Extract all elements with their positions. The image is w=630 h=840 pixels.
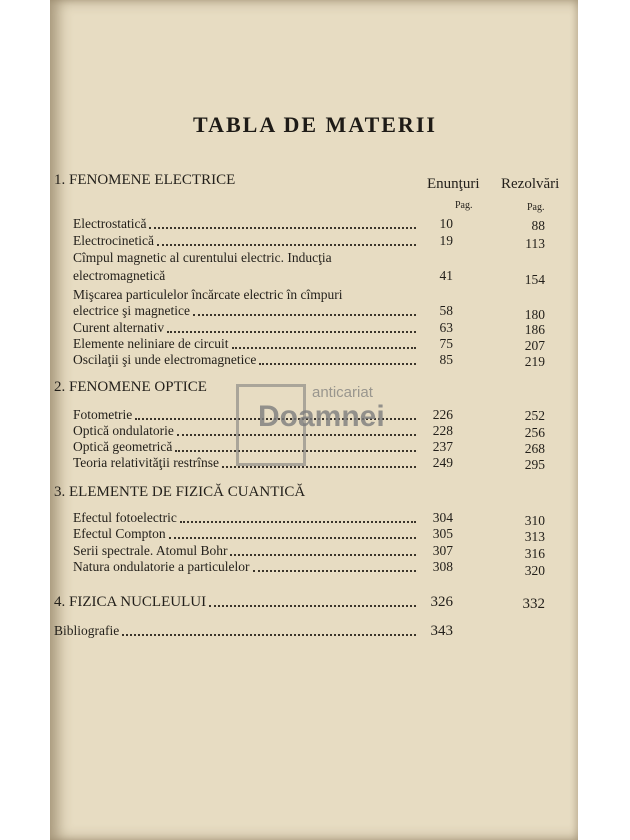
dot-leader (167, 331, 416, 333)
dot-leader (122, 634, 416, 636)
toc-entry-bibliografie (54, 623, 453, 639)
toc-entry (73, 352, 453, 368)
entry-label: Elemente neliniare de circuit (73, 336, 229, 351)
dot-leader (149, 227, 416, 229)
entry-enunturi-page: 63 (439, 320, 453, 335)
entry-enunturi-page: 304 (432, 510, 453, 525)
page-title: TABLA DE MATERII (193, 112, 437, 137)
section-title: 2. FENOMENE OPTICE (54, 379, 207, 395)
entry-enunturi-page: 228 (432, 423, 453, 438)
entry-rezolvari-page: 320 (524, 563, 545, 578)
toc-entry (73, 233, 453, 249)
entry-rezolvari-page: 207 (524, 338, 545, 353)
entry-label: Teoria relativităţii restrînse (73, 455, 219, 470)
entry-rezolvari-page: 313 (524, 529, 545, 544)
dot-leader (259, 363, 416, 365)
entry-label: Oscilaţii şi unde electromagnetice (73, 352, 257, 367)
entry-label: Optică geometrică (73, 439, 173, 454)
dot-leader (180, 521, 416, 523)
dot-leader (222, 466, 416, 468)
pag-label-enunturi: Pag. (455, 200, 473, 211)
toc-entry (73, 510, 453, 526)
column-header-enunturi: Enunţuri (427, 176, 480, 192)
toc-entry (73, 320, 453, 336)
section-title: 4. FIZICA NUCLEULUI (54, 594, 207, 610)
watermark-subtitle: anticariat (312, 384, 373, 401)
toc-entry (73, 216, 453, 232)
entry-enunturi-page: 19 (439, 233, 453, 248)
bibliografie-label: Bibliografie (54, 623, 120, 638)
watermark-logo (236, 382, 406, 462)
entry-rezolvari-page: 256 (524, 425, 545, 440)
entry-enunturi-page: 249 (432, 455, 453, 470)
section-title: 3. ELEMENTE DE FIZICĂ CUANTICĂ (54, 484, 306, 500)
toc-entry (73, 336, 453, 352)
dot-leader (169, 537, 416, 539)
entry-rezolvari-page: 295 (524, 457, 545, 472)
dot-leader (232, 347, 416, 349)
entry-rezolvari-page: 113 (525, 236, 545, 251)
entry-rezolvari-page: 268 (524, 441, 545, 456)
bibliografie-page: 343 (430, 623, 453, 639)
entry-enunturi-page: 75 (439, 336, 453, 351)
entry-enunturi-page: 305 (432, 526, 453, 541)
entry-rezolvari-page: 88 (531, 218, 545, 233)
entry-enunturi-page: 226 (432, 407, 453, 422)
entry-enunturi-page: 41 (439, 268, 453, 283)
entry-label: Efectul Compton (73, 526, 166, 541)
entry-enunturi-page: 237 (432, 439, 453, 454)
entry-enunturi-page: 326 (430, 594, 453, 610)
toc-entry (73, 543, 453, 559)
dot-leader (230, 554, 416, 556)
dot-leader (209, 605, 416, 607)
entry-rezolvari-page: 219 (524, 354, 545, 369)
dot-leader (157, 244, 416, 246)
entry-enunturi-page: 10 (439, 216, 453, 231)
entry-rezolvari-page: 180 (524, 307, 545, 322)
entry-label: Curent alternativ (73, 320, 165, 335)
entry-label: Natura ondulatorie a particulelor (73, 559, 250, 574)
section-title: 1. FENOMENE ELECTRICE (54, 172, 236, 188)
toc-entry (73, 268, 453, 284)
dot-leader (193, 314, 416, 316)
entry-label: Optică ondulatorie (73, 423, 174, 438)
entry-label: Efectul fotoelectric (73, 510, 177, 525)
dot-leader (253, 570, 416, 572)
entry-rezolvari-page: 332 (522, 596, 545, 612)
entry-enunturi-page: 85 (439, 352, 453, 367)
toc-entry (73, 559, 453, 575)
entry-label: Cîmpul magnetic al curentului electric. Inducţia (73, 250, 332, 265)
entry-label: Mişcarea particulelor încărcate electric în cîmpuri (73, 287, 343, 302)
entry-rezolvari-page: 186 (524, 322, 545, 337)
entry-enunturi-page: 307 (432, 543, 453, 558)
entry-rezolvari-page: 252 (524, 408, 545, 423)
entry-label: Electrostatică (73, 216, 147, 231)
entry-rezolvari-page: 310 (524, 513, 545, 528)
entry-label-continued: electrice şi magnetice (73, 303, 190, 318)
entry-enunturi-page: 308 (432, 559, 453, 574)
entry-label: Electrocinetică (73, 233, 154, 248)
watermark-brand: Doamnei (258, 400, 385, 433)
toc-entry (73, 303, 453, 319)
entry-label: Fotometrie (73, 407, 133, 422)
entry-rezolvari-page: 154 (524, 272, 545, 287)
pag-label-rezolvari: Pag. (527, 202, 545, 213)
column-header-rezolvari: Rezolvări (501, 176, 560, 192)
toc-entry-section-4 (54, 594, 453, 610)
entry-label: Serii spectrale. Atomul Bohr (73, 543, 228, 558)
entry-enunturi-page: 58 (439, 303, 453, 318)
dot-leader (168, 279, 416, 281)
toc-entry (73, 526, 453, 542)
entry-rezolvari-page: 316 (524, 546, 545, 561)
entry-label-continued: electromagnetică (73, 268, 166, 283)
